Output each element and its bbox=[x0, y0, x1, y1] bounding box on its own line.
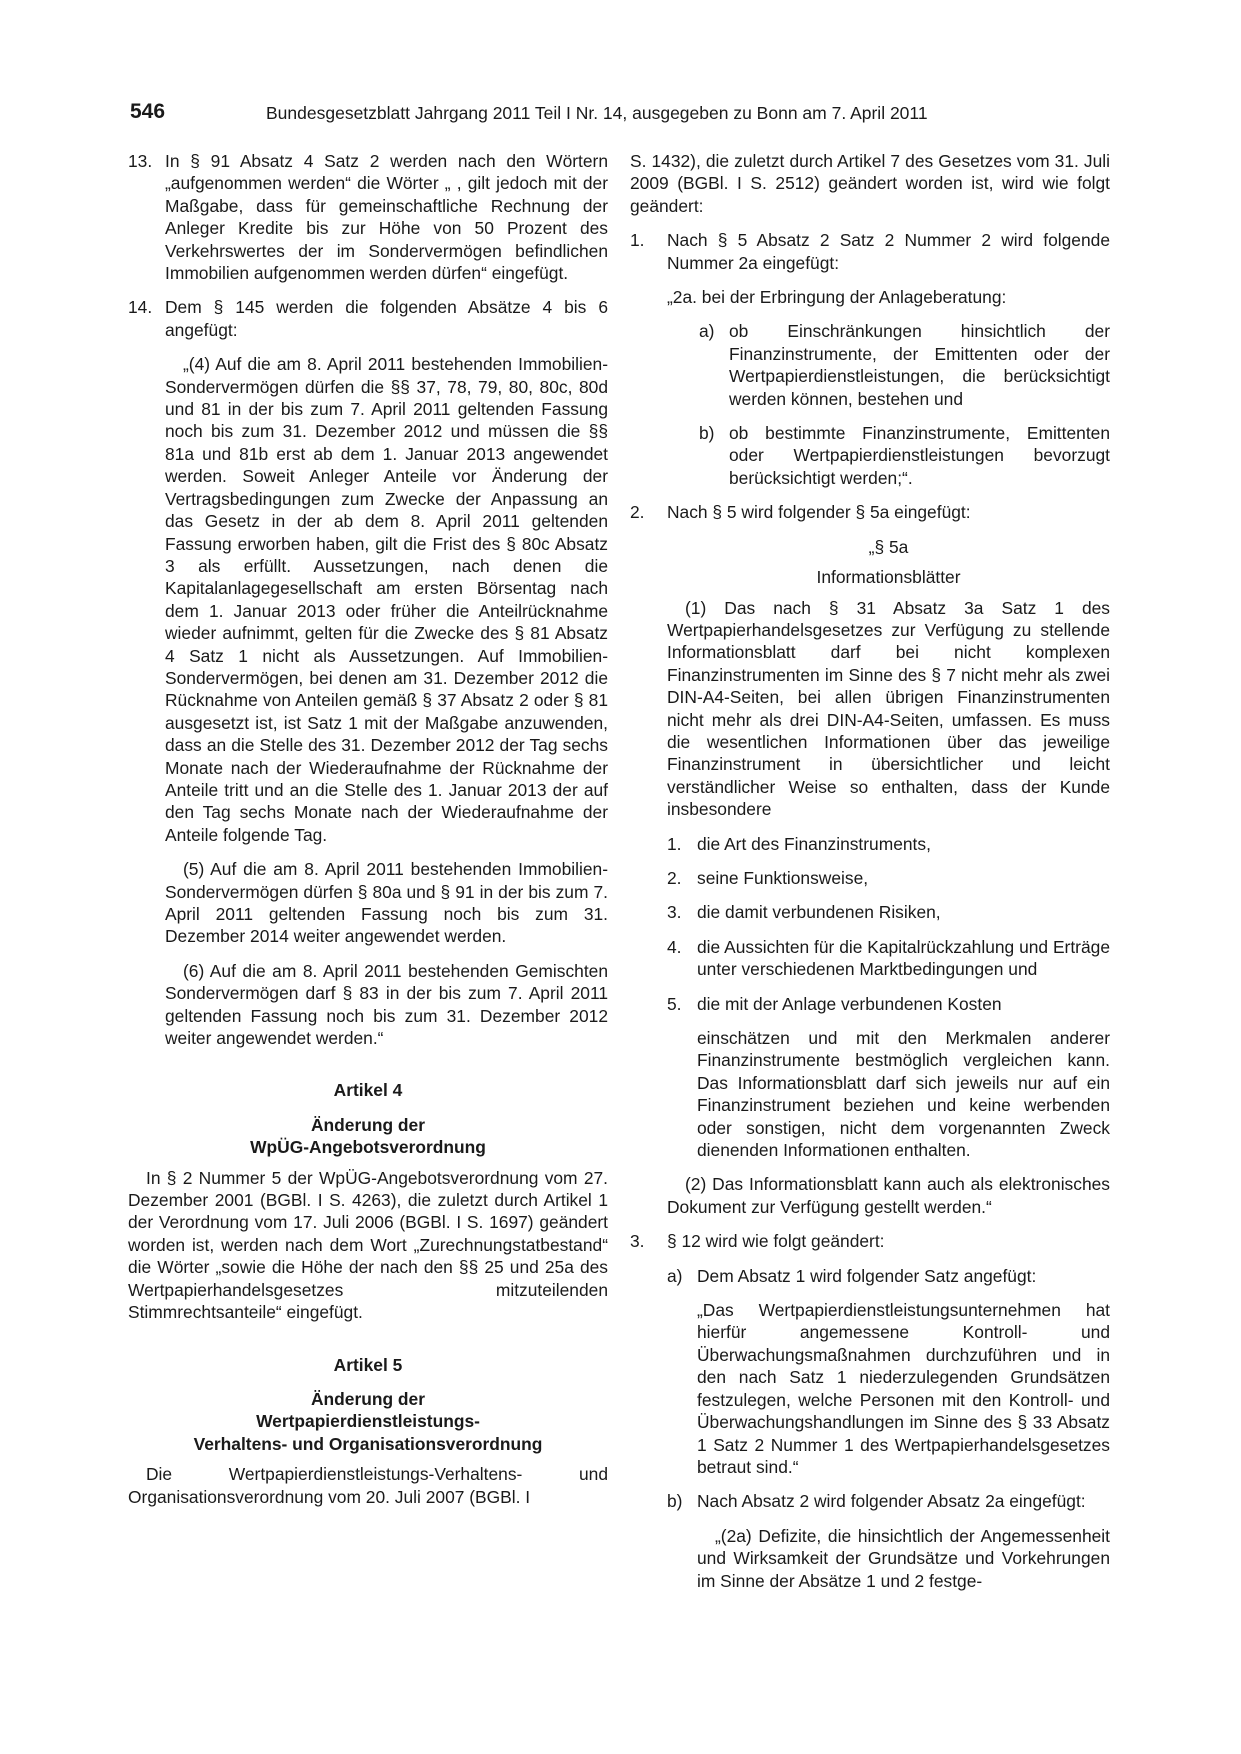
enum-text: die Art des Finanzinstruments, bbox=[697, 833, 931, 854]
section-5a-heading: „§ 5a bbox=[868, 536, 909, 557]
left-column bbox=[128, 150, 608, 1508]
enum-text: seine Funktionsweise, bbox=[697, 867, 869, 888]
page-number: 546 bbox=[130, 100, 166, 123]
intro-text: S. 1432), die zuletzt durch Artikel 7 des Gesetzes vom 31. Juli 2009 (BGBl. I S. 2512) geändert worden ist, wird wie folgt geändert: bbox=[630, 151, 1110, 216]
number-2a-text: „2a. bei der Erbringung der Anlageberatung: bbox=[667, 287, 1007, 308]
item-text: Dem § 145 werden die folgenden Absätze 4 bis 6 angefügt: bbox=[165, 297, 608, 340]
sub-text: ob bestimmte Finanzinstrumente, Emittenten oder Wertpapierdienstleistungen bevorzugt berücksichtigt werden;“. bbox=[729, 423, 1110, 488]
item-text: Nach § 5 wird folgender § 5a eingefügt: bbox=[667, 502, 971, 523]
sub-letter: a) bbox=[667, 1265, 683, 1286]
article-5-title-line1: Änderung der bbox=[310, 1388, 425, 1409]
enum-item-4 bbox=[667, 936, 1110, 981]
quoted-number-2a bbox=[667, 286, 1110, 489]
enum-number: 1. bbox=[667, 833, 682, 854]
enum-item-5 bbox=[667, 993, 1110, 1015]
item-number: 2. bbox=[630, 502, 645, 523]
article-5-heading: Artikel 5 bbox=[333, 1354, 403, 1375]
paragraph-abs6: (6) Auf die am 8. April 2011 bestehenden Gemischten Sondervermögen darf § 83 in der bis zum 7. April 2011 geltenden Fassung noch bis zum 31. Dezember 2012 weiter angewendet werden.“ bbox=[165, 960, 608, 1049]
paragraph-abs5: (5) Auf die am 8. April 2011 bestehenden Immobilien-Sondervermögen dürfen § 80a und § 91 in der bis zum 7. April 2011 geltenden Fassung noch bis zum 31. Dezember 2014 weiter angewendet werden. bbox=[165, 859, 608, 947]
section-5a-paragraph-1-continued: einschätzen und mit den Merkmalen anderer Finanzinstrumente bestmöglich vergleichen kann. Das Informationsblatt darf sich jeweils nur auf ein Finanzinstrument beziehen und keine werbenden oder sonstigen, nicht dem vorgenannten Zweck dienenden Informationen enthalten. bbox=[697, 1028, 1110, 1161]
right-column bbox=[630, 150, 1110, 1592]
section-5a-paragraph-1: (1) Das nach § 31 Absatz 3a Satz 1 des Wertpapierhandelsgesetzes zur Verfügung zu stellende Informationsblatt darf bei nicht komplexen Finanzinstrumenten im Sinne des § 7 nicht mehr als zwei DIN-A4-Seiten, bei allen übrigen Finanzinstrumenten nicht mehr als drei DIN-A4-Seiten, umfassen. Es muss die wesentlichen Informationen über das jeweilige Finanzinstrument in übersichtlicher und leicht verständlicher Weise so enthalten, dass der Kunde insbesondere bbox=[667, 597, 1110, 820]
enum-text: die mit der Anlage verbundenen Kosten bbox=[697, 993, 1002, 1014]
enum-number: 4. bbox=[667, 936, 682, 957]
quoted-paragraphs bbox=[165, 353, 608, 1049]
sub-item-3a bbox=[667, 1265, 1110, 1287]
section-5a-title: Informationsblätter bbox=[816, 567, 961, 588]
list-item-14 bbox=[128, 296, 608, 341]
sub-item-b bbox=[699, 422, 1110, 489]
enum-number: 3. bbox=[667, 902, 682, 923]
running-header: Bundesgesetzblatt Jahrgang 2011 Teil I Nr. 14, ausgegeben zu Bonn am 7. April 2011 bbox=[266, 103, 928, 123]
sub-item-a bbox=[699, 320, 1110, 410]
article-5-text: Die Wertpapierdienstleistungs-Verhaltens- und Organisationsverordnung vom 20. Juli 2007 (BGBl. I bbox=[128, 1464, 608, 1507]
article-4-heading: Artikel 4 bbox=[333, 1080, 403, 1101]
list-item-13 bbox=[128, 150, 608, 284]
article-4-text: In § 2 Nummer 5 der WpÜG-Angebotsverordnung vom 27. Dezember 2001 (BGBl. I S. 4263), die zuletzt durch Artikel 1 der Verordnung vom 17. Juli 2006 (BGBl. I S. 1697) geändert worden ist, werden nach dem Wort „Zurechnungstatbestand“ die Wörter „sowie die Höhe der nach den §§ 25 und 25a des Wertpapierhandelsgesetzes mitzuteilenden Stimmrechtsanteile“ eingefügt. bbox=[128, 1167, 608, 1323]
sub-letter: b) bbox=[699, 423, 715, 444]
sub-item-3b bbox=[667, 1490, 1110, 1512]
enum-text: die Aussichten für die Kapitalrückzahlung und Erträge unter verschiedenen Marktbedingungen und bbox=[697, 936, 1110, 980]
sub-text: Nach Absatz 2 wird folgender Absatz 2a eingefügt: bbox=[697, 1491, 1086, 1512]
enum-number: 5. bbox=[667, 993, 682, 1014]
sub-letter: a) bbox=[699, 321, 715, 342]
item-text: § 12 wird wie folgt geändert: bbox=[667, 1231, 885, 1252]
list-item-3 bbox=[630, 1230, 1110, 1252]
enum-item-1 bbox=[667, 833, 1110, 855]
article-5-title-line2: Wertpapierdienstleistungs- bbox=[256, 1411, 480, 1432]
list-item-2 bbox=[630, 501, 1110, 523]
item-number: 3. bbox=[630, 1231, 645, 1252]
sub-letter: b) bbox=[667, 1491, 683, 1512]
sub-item-3a-quote: „Das Wertpapierdienstleistungsunternehmen hat hierfür angemessene Kontroll- und Überwachungsmaßnahmen durchzuführen und in den nach Satz 1 niederzulegenden Grundsätzen festzulegen, welche Personen mit den Kontroll- und Überwachungshandlungen im Sinne des § 33 Absatz 1 Satz 2 Nummer 1 des Wertpapierhandelsgesetzes betraut sind.“ bbox=[697, 1300, 1110, 1477]
sub-text: Dem Absatz 1 wird folgender Satz angefügt: bbox=[697, 1265, 1037, 1286]
item-3-subitems bbox=[667, 1265, 1110, 1592]
article-4-title-line1: Änderung der bbox=[310, 1114, 425, 1135]
section-5a-paragraph-2: (2) Das Informationsblatt kann auch als elektronisches Dokument zur Verfügung gestellt werden.“ bbox=[667, 1174, 1110, 1217]
list-item-1 bbox=[630, 229, 1110, 274]
enum-item-2 bbox=[667, 867, 1110, 889]
item-text: Nach § 5 Absatz 2 Satz 2 Nummer 2 wird folgende Nummer 2a eingefügt: bbox=[667, 230, 1110, 273]
item-number: 13. bbox=[128, 151, 153, 171]
paragraph-abs4: „(4) Auf die am 8. April 2011 bestehenden Immobilien-Sondervermögen dürfen die §§ 37, 78, 79, 80, 80c, 80d und 81 in der bis zum 7. April 2011 geltenden Fassung noch bis zum 31. Dezember 2012 und müssen die §§ 81a und 81b erst ab dem 1. Januar 2013 angewendet werden. Soweit Anleger Anteile vor Änderung der Vertragsbedingungen zum Zwecke der Anpassung an das Gesetz in der ab dem 8. April 2011 geltenden Fassung erworben haben, gilt die Frist des § 80c Absatz 3 als erfüllt. Aussetzungen, nach denen die Kapitalanlagegesellschaft am ersten Börsentag nach dem 1. Januar 2013 oder früher die Anteilrücknahme wieder aufnimmt, gelten für die Zwecke des § 81 Absatz 4 Satz 1 nicht als Aussetzungen. Auf Immobilien-Sondervermögen, bei denen am 31. Dezember 2012 die Rücknahme von Anteilen gemäß § 37 Absatz 2 oder § 81 ausgesetzt ist, ist Satz 1 mit der Maßgabe anzuwenden, dass an die Stelle des 31. Dezember 2012 der Tag sechs Monate nach der Wiederaufnahme der Rücknahme der Anteile tritt und an die Stelle des 1. Januar 2013 der auf den Tag sechs Monate nach der Wiederaufnahme der Anteile folgende Tag. bbox=[165, 354, 608, 845]
enum-number: 2. bbox=[667, 867, 682, 888]
sub-text: ob Einschränkungen hinsichtlich der Finanzinstrumente, der Emittenten oder der Wertpapierdienstleistungen, die berücksichtigt werden können, bestehen und bbox=[729, 321, 1110, 409]
item-number: 1. bbox=[630, 230, 645, 251]
sub-item-3b-quote: „(2a) Defizite, die hinsichtlich der Angemessenheit und Wirksamkeit der Grundsätze und Vorkehrungen im Sinne der Absätze 1 und 2 festge- bbox=[697, 1525, 1110, 1591]
enum-item-3 bbox=[667, 901, 1110, 923]
item-text: In § 91 Absatz 4 Satz 2 werden nach den Wörtern „aufgenommen werden“ die Wörter „ , gilt jedoch mit der Maßgabe, dass für gemeinschaftliche Rechnung der Anleger Kredite bis zur Höhe von 50 Prozent des Verkehrswertes der im Sondervermögen befindlichen Immobilien aufgenommen werden dürfen“ eingefügt. bbox=[165, 151, 608, 284]
article-4-title-line2: WpÜG-Angebotsverordnung bbox=[250, 1137, 486, 1158]
enum-text: die damit verbundenen Risiken, bbox=[697, 902, 941, 923]
quoted-section-5a bbox=[667, 536, 1110, 1219]
item-number: 14. bbox=[128, 297, 153, 318]
article-5-title-line3: Verhaltens- und Organisationsverordnung bbox=[193, 1433, 543, 1454]
